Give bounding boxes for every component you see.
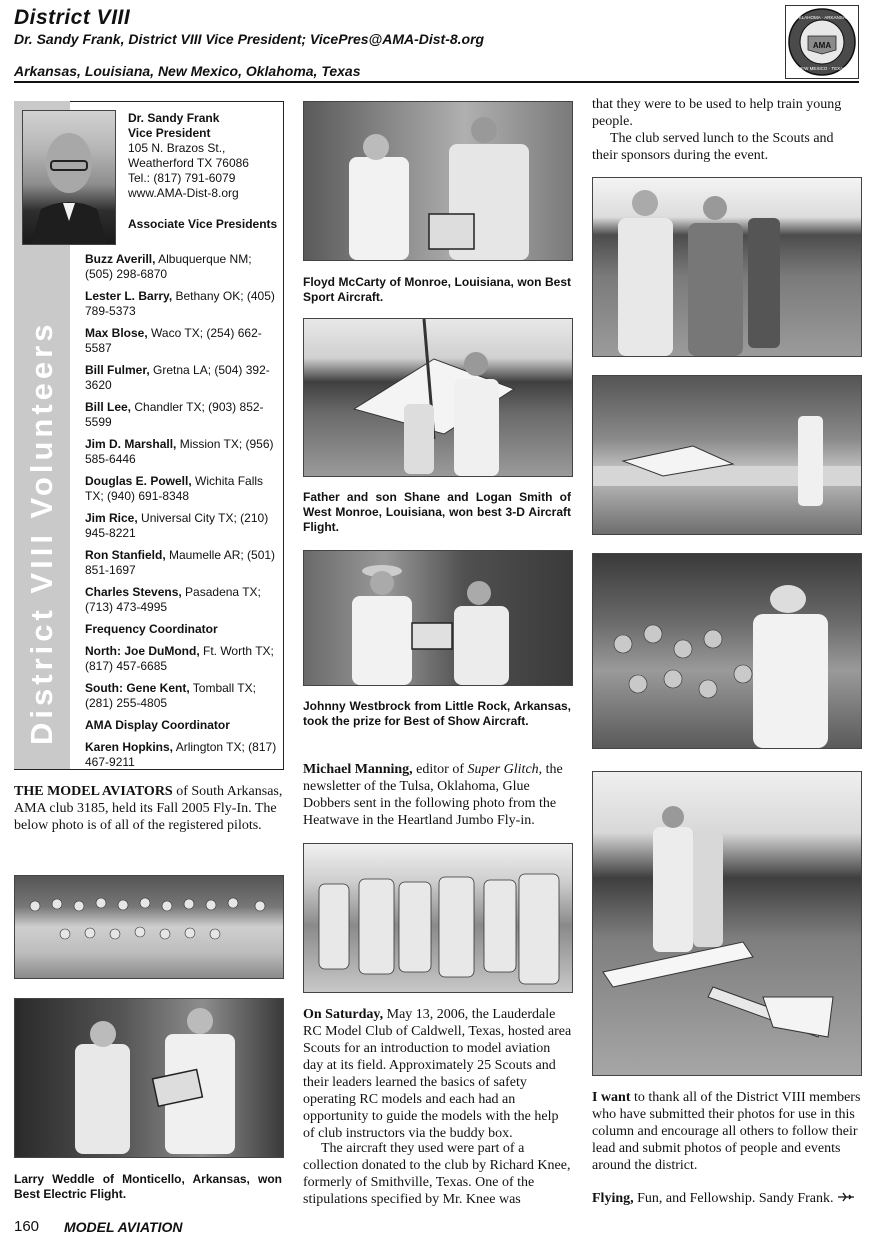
model-aviators-paragraph: THE MODEL AVIATORS of South Arkansas, AMA club 3185, held its Fall 2005 Fly-In. The below photo is of all of the registered pilots. <box>14 784 283 833</box>
volunteer-list <box>85 252 277 777</box>
frequency-entry: South: Gene Kent, Tomball TX; (281) 255-4805 <box>85 681 256 710</box>
vp-line: Dr. Sandy Frank, District VIII Vice President; VicePres@AMA-Dist-8.org <box>14 31 485 47</box>
weddle-photo <box>14 998 284 1158</box>
smith-caption: Father and son Shane and Logan Smith of West Monroe, Louisiana, won best 3-D Aircraft Flight. <box>303 490 571 534</box>
magazine-name: MODEL AVIATION <box>64 1219 183 1235</box>
volunteer-entry: Douglas E. Powell, Wichita Falls TX; (940) 691-8348 <box>85 474 264 503</box>
district-logo <box>785 5 859 79</box>
vp-address-line1: 105 N. Brazos St., <box>128 141 226 155</box>
scouts-crowd-photo <box>592 553 862 749</box>
associate-heading: Associate Vice Presidents <box>128 217 278 231</box>
volunteer-entry: Jim D. Marshall, Mission TX; (956) 585-6446 <box>85 437 274 466</box>
manning-paragraph: Michael Manning, editor of Super Glitch, the newsletter of the Tulsa, Oklahoma, Glue Dobbers sent in the following photo from the Heatwave in the Heartland Jumbo Fly-in. <box>303 762 563 828</box>
svg-text:AMA: AMA <box>812 41 832 50</box>
district-title: District VIII <box>14 6 131 29</box>
display-entry: Karen Hopkins, Arlington TX; (817) 467-9211 <box>85 740 277 769</box>
volunteer-entry: Jim Rice, Universal City TX; (210) 945-8221 <box>85 511 269 540</box>
frequency-heading: Frequency Coordinator <box>85 622 218 636</box>
vp-portrait-photo <box>22 110 116 245</box>
ama-district-seal-icon <box>786 6 858 78</box>
frequency-entry: North: Joe DuMond, Ft. Worth TX; (817) 457-6685 <box>85 644 274 673</box>
registered-pilots-photo <box>14 875 284 979</box>
header-rule <box>14 81 859 83</box>
thank-you-paragraph: I want to thank all of the District VIII members who have submitted their photos for use in this column and encourage all others to follow their lead and submit photos of people and events around the district. <box>592 1090 861 1173</box>
volunteer-entry: Bill Lee, Chandler TX; (903) 852-5599 <box>85 400 264 429</box>
lunch-paragraph: The club served lunch to the Scouts and their sponsors during the event. <box>592 131 834 163</box>
volunteers-vertical-title: District VIII Volunteers <box>24 320 59 745</box>
volunteer-entry: Max Blose, Waco TX; (254) 662-5587 <box>85 326 262 355</box>
vp-title: Vice President <box>128 126 211 140</box>
vp-name: Dr. Sandy Frank <box>128 111 220 125</box>
heatwave-photo <box>303 843 573 993</box>
volunteer-entry: Ron Stanfield, Maumelle AR; (501) 851-1697 <box>85 548 276 577</box>
svg-text:OKLAHOMA · ARKANSAS: OKLAHOMA · ARKANSAS <box>795 15 849 20</box>
page-number: 160 <box>14 1218 40 1235</box>
vp-address-line2: Weatherford TX 76086 <box>128 156 249 170</box>
scouts-field-photo <box>592 177 862 357</box>
vp-phone: Tel.: (817) 791-6079 <box>128 171 236 185</box>
volunteer-entry: Buzz Averill, Albuquerque NM; (505) 298-6870 <box>85 252 252 281</box>
display-heading: AMA Display Coordinator <box>85 718 230 732</box>
vp-website[interactable]: www.AMA-Dist-8.org <box>128 186 239 200</box>
mccarty-caption: Floyd McCarty of Monroe, Louisiana, won Best Sport Aircraft. <box>303 275 571 304</box>
model-plane-photo <box>592 771 862 1076</box>
aircraft-paragraph: The aircraft they used were part of a collection donated to the club by Richard Knee, formerly of Smithville, Texas. One of the stipulations specified by Mr. Knee was <box>303 1141 571 1207</box>
continued-paragraph: that they were to be used to help train young people. <box>592 97 842 129</box>
states-line: Arkansas, Louisiana, New Mexico, Oklahoma, Texas <box>14 63 361 79</box>
svg-text:NEW MEXICO · TEXAS: NEW MEXICO · TEXAS <box>797 66 847 71</box>
closing-line: Flying, Fun, and Fellowship. Sandy Frank. <box>592 1190 864 1207</box>
westbrock-caption: Johnny Westbrock from Little Rock, Arkansas, took the prize for Best of Show Aircraft. <box>303 699 571 728</box>
mccarty-photo <box>303 101 573 261</box>
saturday-paragraph: On Saturday, May 13, 2006, the Lauderdale RC Model Club of Caldwell, Texas, hosted area Scouts for an introduction to model aviation day at its field. Approximately 25 Scouts and their leaders learned the basics of safety operating RC models and each had an opportunity to guide the models with the help of club instructors via the buddy box. <box>303 1007 572 1141</box>
scouts-table-photo <box>592 375 862 535</box>
weddle-caption: Larry Weddle of Monticello, Arkansas, won Best Electric Flight. <box>14 1172 282 1201</box>
volunteer-entry: Charles Stevens, Pasadena TX; (713) 473-4995 <box>85 585 261 614</box>
smith-photo <box>303 318 573 477</box>
volunteer-entry: Bill Fulmer, Gretna LA; (504) 392-3620 <box>85 363 270 392</box>
westbrock-photo <box>303 550 573 686</box>
volunteer-entry: Lester L. Barry, Bethany OK; (405) 789-5373 <box>85 289 275 318</box>
plane-end-icon <box>837 1190 855 1207</box>
